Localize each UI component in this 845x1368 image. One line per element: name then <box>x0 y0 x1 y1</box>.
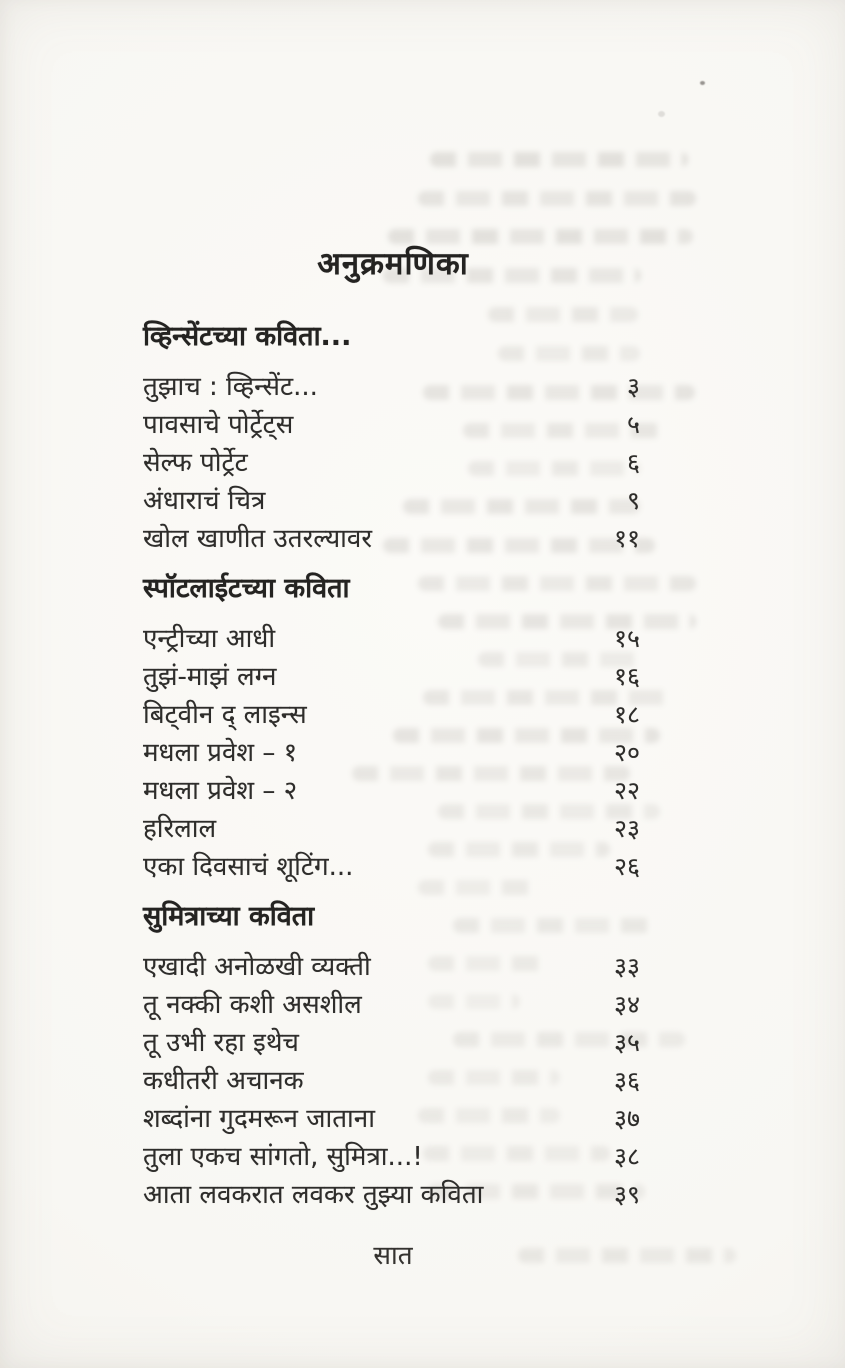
toc-entry <box>143 1100 640 1138</box>
toc-entry <box>143 810 640 848</box>
toc-entry <box>143 482 640 520</box>
toc-entry-title: एखादी अनोळखी व्यक्ती <box>143 952 371 982</box>
toc-entry-page-number: ३४ <box>613 990 640 1019</box>
toc-entry-page-number: ३९ <box>613 1180 640 1209</box>
toc-entry-page-number: ३७ <box>613 1104 640 1133</box>
toc-entry-title: तुला एकच सांगतो, सुमित्रा...! <box>143 1142 423 1172</box>
toc-section <box>143 898 640 1214</box>
toc-entry-page-number: ९ <box>626 486 640 515</box>
toc-entry-title: एका दिवसाचं शूटिंग... <box>143 852 354 882</box>
toc-entry-title: अंधाराचं चित्र <box>143 486 266 516</box>
toc-section-heading: व्हिन्सेंटच्या कविता... <box>143 321 352 352</box>
toc-entry-list <box>143 368 640 558</box>
toc-entry-page-number: २३ <box>613 814 640 843</box>
toc-entry-list <box>143 948 640 1214</box>
toc-entry-page-number: २६ <box>613 852 640 881</box>
toc-entry <box>143 948 640 986</box>
toc-entry-title: तुझं-माझं लग्न <box>143 662 277 692</box>
page-title: अनुक्रमणिका <box>317 246 469 282</box>
toc-entry-title: एन्ट्रीच्या आधी <box>143 624 276 654</box>
toc-entry-title: कधीतरी अचानक <box>143 1066 304 1096</box>
toc-entry-title: बिट्वीन द् लाइन्स <box>143 700 307 730</box>
toc-entry-title: हरिलाल <box>143 814 217 844</box>
toc-entry-page-number: ३ <box>626 372 640 401</box>
toc-entry <box>143 368 640 406</box>
toc-entry-page-number: ३५ <box>613 1028 640 1057</box>
bleed-through-line <box>430 152 688 167</box>
toc-entry <box>143 1138 640 1176</box>
toc-entry-page-number: १६ <box>613 662 640 691</box>
table-of-contents <box>143 318 640 1214</box>
toc-entry <box>143 1062 640 1100</box>
page-number-footer: सात <box>373 1241 413 1271</box>
toc-entry <box>143 848 640 886</box>
toc-entry-title: शब्दांना गुदमरून जाताना <box>143 1104 375 1134</box>
toc-entry <box>143 520 640 558</box>
toc-section <box>143 570 640 886</box>
toc-entry-title: मधला प्रवेश – २ <box>143 776 298 806</box>
toc-entry <box>143 406 640 444</box>
toc-entry-page-number: १८ <box>613 700 640 729</box>
toc-entry-title: तुझाच : व्हिन्सेंट... <box>143 372 318 402</box>
bleed-through-line <box>418 191 696 206</box>
toc-entry <box>143 986 640 1024</box>
toc-entry-title: मधला प्रवेश – १ <box>143 738 298 768</box>
toc-section <box>143 318 640 558</box>
toc-entry-page-number: ११ <box>613 524 640 553</box>
toc-entry <box>143 444 640 482</box>
toc-entry-list <box>143 620 640 886</box>
toc-entry <box>143 620 640 658</box>
toc-entry-title: तू उभी रहा इथेच <box>143 1028 299 1058</box>
toc-entry-title: सेल्फ पोर्ट्रेट <box>143 448 248 478</box>
toc-entry <box>143 734 640 772</box>
toc-entry-page-number: १५ <box>613 624 640 653</box>
toc-section-heading: स्पॉटलाईटच्या कविता <box>143 573 350 604</box>
toc-section-heading: सुमित्राच्या कविता <box>143 901 315 932</box>
scan-speck <box>700 81 705 85</box>
toc-entry-page-number: ३६ <box>613 1066 640 1095</box>
toc-entry-page-number: २२ <box>613 776 640 805</box>
toc-entry-title: तू नक्की कशी असशील <box>143 990 362 1020</box>
toc-entry-page-number: ५ <box>626 410 640 439</box>
scan-speck <box>658 111 665 117</box>
toc-entry-title: खोल खाणीत उतरल्यावर <box>143 524 373 554</box>
toc-entry-page-number: ३८ <box>613 1142 640 1171</box>
toc-entry <box>143 772 640 810</box>
toc-entry-page-number: २० <box>613 738 640 767</box>
toc-entry <box>143 1024 640 1062</box>
toc-entry-page-number: ३३ <box>613 952 640 981</box>
toc-entry <box>143 696 640 734</box>
toc-entry-title: पावसाचे पोर्ट्रेट्स <box>143 410 294 440</box>
toc-entry <box>143 658 640 696</box>
toc-entry <box>143 1176 640 1214</box>
toc-entry-page-number: ६ <box>626 448 640 477</box>
toc-entry-title: आता लवकरात लवकर तुझ्या कविता <box>143 1180 484 1210</box>
